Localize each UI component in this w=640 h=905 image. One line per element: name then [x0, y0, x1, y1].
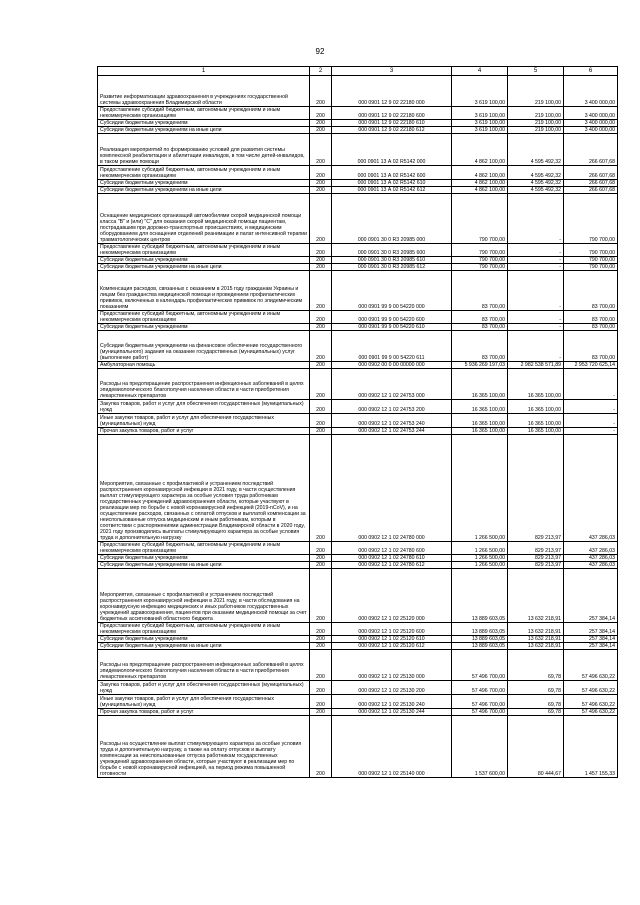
row-code: 200 — [310, 244, 332, 257]
row-name: Иные закупки товаров, работ и услуг для обеспечения государственных (муниципальных) нужд — [98, 695, 310, 709]
row-csr: 000 0902 12 1 02 24780 612 — [332, 562, 452, 569]
table-row — [98, 643, 618, 650]
row-value-col5: 219 100,00 — [508, 76, 564, 107]
row-csr: 000 0901 30 0 R3 20985 000 — [332, 194, 452, 244]
row-value-col6: - — [564, 428, 618, 435]
row-csr: 000 0901 12 9 02 22180 000 — [332, 76, 452, 107]
row-value-col5: 829 213,97 — [508, 542, 564, 555]
row-name: Оснащение медицинских организаций автомобилями скорой медицинской помощи класса "В" и (или) "С" для оказания скорой медицинской помощи пациентам, пострадавшим при дорожно-транспортных происшествиях, и медицинским оборудованием для оснащения отделений реанимации и палат интенсивной терапии травматологических центров — [98, 194, 310, 244]
header-col-4: 4 — [452, 67, 508, 76]
row-csr: 000 0901 13 А 02 R5142 612 — [332, 187, 452, 194]
budget-table — [97, 66, 618, 778]
row-code: 200 — [310, 623, 332, 636]
table-row — [98, 400, 618, 414]
row-value-col6: 57 496 630,22 — [564, 709, 618, 716]
table-row — [98, 76, 618, 107]
row-value-col6: 437 286,03 — [564, 435, 618, 542]
row-value-col6: 437 286,03 — [564, 542, 618, 555]
row-value-col6: 57 496 630,22 — [564, 681, 618, 695]
row-name: Субсидии бюджетным учреждениям — [98, 636, 310, 643]
row-value-col4: 57 496 700,00 — [452, 681, 508, 695]
table-row — [98, 562, 618, 569]
row-name: Субсидии бюджетным учреждениям на иные цели — [98, 187, 310, 194]
row-value-col5: 80 444,67 — [508, 716, 564, 778]
row-name: Предоставление субсидий бюджетным, автономным учреждениям и иным некоммерческим организациям — [98, 623, 310, 636]
row-csr: 000 0901 13 А 02 R5142 000 — [332, 134, 452, 166]
row-value-col4: 790 700,00 — [452, 264, 508, 271]
row-value-col4: 13 889 603,05 — [452, 643, 508, 650]
row-value-col6: - — [564, 414, 618, 428]
table-row — [98, 244, 618, 257]
row-value-col5: 69,78 — [508, 650, 564, 681]
row-value-col5: - — [508, 194, 564, 244]
row-value-col6: 266 607,68 — [564, 180, 618, 187]
row-value-col4: 13 889 603,05 — [452, 636, 508, 643]
row-csr: 000 0901 13 А 02 R5142 610 — [332, 180, 452, 187]
row-csr: 000 0902 12 1 02 24780 000 — [332, 435, 452, 542]
row-name: Реализация мероприятий по формированию условий для развития системы комплексной реабилитации и абилитации инвалидов, в том числе детей-инвалидов, в таком режиме помощи — [98, 134, 310, 166]
table-row — [98, 107, 618, 120]
row-code: 200 — [310, 107, 332, 120]
table-row — [98, 569, 618, 623]
row-code: 200 — [310, 709, 332, 716]
row-name: Иные закупки товаров, работ и услуг для обеспечения государственных (муниципальных) нужд — [98, 414, 310, 428]
row-name: Субсидии бюджетным учреждениям на финансовое обеспечение государственного (муниципального) задания на оказание государственных (муниципальных) услуг (выполнение работ) — [98, 331, 310, 362]
row-value-col4: 5 936 269 197,03 — [452, 362, 508, 369]
row-value-col4: 1 266 500,00 — [452, 562, 508, 569]
row-value-col5: 16 365 100,00 — [508, 414, 564, 428]
row-value-col4: 790 700,00 — [452, 194, 508, 244]
table-row — [98, 331, 618, 362]
row-value-col6: 790 700,00 — [564, 194, 618, 244]
row-code: 200 — [310, 400, 332, 414]
row-code: 200 — [310, 369, 332, 400]
row-value-col5: - — [508, 264, 564, 271]
row-name: Субсидии бюджетным учреждениям на иные цели — [98, 562, 310, 569]
row-value-col4: 1 266 500,00 — [452, 542, 508, 555]
row-value-col5: - — [508, 257, 564, 264]
row-value-col4: 57 496 700,00 — [452, 650, 508, 681]
row-value-col4: 3 619 100,00 — [452, 127, 508, 134]
row-value-col5: 829 213,97 — [508, 555, 564, 562]
row-code: 200 — [310, 414, 332, 428]
row-csr: 000 0902 12 1 02 24753 244 — [332, 428, 452, 435]
table-row — [98, 362, 618, 369]
table-row — [98, 681, 618, 695]
row-csr: 000 0902 12 1 02 25120 600 — [332, 623, 452, 636]
row-value-col6: 257 384,14 — [564, 643, 618, 650]
row-name: Расходы на предотвращение распространения инфекционных заболеваний в целях эпидемиологического благополучия населения области в части приобретения лекарственных препаратов — [98, 650, 310, 681]
row-csr: 000 0902 12 1 02 25130 240 — [332, 695, 452, 709]
row-value-col4: 4 862 100,00 — [452, 166, 508, 180]
row-csr: 000 0902 12 1 02 25130 244 — [332, 709, 452, 716]
row-csr: 000 0902 00 0 00 00000 000 — [332, 362, 452, 369]
row-value-col6: - — [564, 400, 618, 414]
row-value-col6: 57 496 630,22 — [564, 650, 618, 681]
row-value-col4: 3 619 100,00 — [452, 120, 508, 127]
row-csr: 000 0902 12 1 02 25140 000 — [332, 716, 452, 778]
header-col-2: 2 — [310, 67, 332, 76]
table-row — [98, 264, 618, 271]
table-row — [98, 311, 618, 324]
row-csr: 000 0901 12 9 02 22180 612 — [332, 127, 452, 134]
header-col-6: 6 — [564, 67, 618, 76]
row-value-col5: 13 632 218,91 — [508, 636, 564, 643]
header-row — [98, 67, 618, 76]
row-code: 200 — [310, 166, 332, 180]
row-value-col4: 16 365 100,00 — [452, 428, 508, 435]
row-code: 200 — [310, 187, 332, 194]
table-row — [98, 324, 618, 331]
row-value-col5: 219 100,00 — [508, 120, 564, 127]
row-code: 200 — [310, 428, 332, 435]
row-value-col4: 1 266 500,00 — [452, 555, 508, 562]
row-value-col5: 13 632 218,91 — [508, 623, 564, 636]
row-value-col5: 4 595 492,32 — [508, 166, 564, 180]
row-code: 200 — [310, 636, 332, 643]
row-csr: 000 0902 12 1 02 25130 000 — [332, 650, 452, 681]
row-code: 200 — [310, 180, 332, 187]
row-csr: 000 0902 12 1 02 24753 240 — [332, 414, 452, 428]
row-value-col5: 13 632 218,91 — [508, 643, 564, 650]
row-value-col6: 257 384,14 — [564, 569, 618, 623]
row-value-col5: 219 100,00 — [508, 107, 564, 120]
row-value-col5: 4 595 492,32 — [508, 187, 564, 194]
row-name: Амбулаторная помощь — [98, 362, 310, 369]
row-code: 200 — [310, 76, 332, 107]
row-code: 200 — [310, 542, 332, 555]
row-value-col5: 16 365 100,00 — [508, 369, 564, 400]
table-row — [98, 650, 618, 681]
row-name: Субсидии бюджетным учреждениям — [98, 555, 310, 562]
row-value-col6: 83 700,00 — [564, 271, 618, 311]
table-row — [98, 194, 618, 244]
row-code: 200 — [310, 311, 332, 324]
row-value-col4: 83 700,00 — [452, 271, 508, 311]
row-value-col6: 3 400 000,00 — [564, 120, 618, 127]
table-row — [98, 428, 618, 435]
row-value-col6: 437 286,03 — [564, 555, 618, 562]
row-value-col4: 83 700,00 — [452, 331, 508, 362]
table-row — [98, 435, 618, 542]
row-value-col5: - — [508, 244, 564, 257]
row-name: Мероприятия, связанные с профилактикой и устранением последствий распространения коронавирусной инфекции в 2021 году, в части осуществления выплат стимулирующего характера за особые условия труда работникам государственных учреждений здравоохранения области, которые участвуют в реализации мер по борьбе с новой коронавирусной инфекцией (2019-nCoV), и на осуществление расходов, связанных с оплатой отпусков и выплатой компенсации за неиспользованные отпуска медицинским и иным работникам, которым в соответствии с распоряжениями администрации Владимирской области в 2020 году, 2021 году производились выплаты стимулирующего характера за особые условия труда и дополнительную нагрузку — [98, 435, 310, 542]
row-value-col4: 4 862 100,00 — [452, 134, 508, 166]
row-name: Субсидии бюджетным учреждениям — [98, 180, 310, 187]
row-name: Предоставление субсидий бюджетным, автономным учреждениям и иным некоммерческим организациям — [98, 244, 310, 257]
row-value-col5: 829 213,97 — [508, 435, 564, 542]
row-name: Закупка товаров, работ и услуг для обеспечения государственных (муниципальных) нужд — [98, 681, 310, 695]
row-value-col6: 1 457 155,33 — [564, 716, 618, 778]
row-value-col5: 69,78 — [508, 681, 564, 695]
row-csr: 000 0901 99 9 00 54220 600 — [332, 311, 452, 324]
row-value-col4: 57 496 700,00 — [452, 709, 508, 716]
row-value-col5: 4 595 492,32 — [508, 134, 564, 166]
row-value-col5: 16 365 100,00 — [508, 400, 564, 414]
row-name: Субсидии бюджетным учреждениям — [98, 324, 310, 331]
row-name: Закупка товаров, работ и услуг для обеспечения государственных (муниципальных) нужд — [98, 400, 310, 414]
row-csr: 000 0902 12 1 02 25120 612 — [332, 643, 452, 650]
row-code: 200 — [310, 331, 332, 362]
row-value-col6: 790 700,00 — [564, 264, 618, 271]
row-csr: 000 0901 30 0 R3 20985 612 — [332, 264, 452, 271]
row-code: 200 — [310, 435, 332, 542]
row-value-col5: 69,78 — [508, 709, 564, 716]
row-name: Субсидии бюджетным учреждениям — [98, 257, 310, 264]
row-value-col5: 829 213,97 — [508, 562, 564, 569]
table-row — [98, 555, 618, 562]
row-value-col6: 266 607,68 — [564, 187, 618, 194]
row-code: 200 — [310, 562, 332, 569]
table-row — [98, 257, 618, 264]
row-value-col6: 437 286,03 — [564, 562, 618, 569]
row-value-col4: 4 862 100,00 — [452, 180, 508, 187]
table-row — [98, 695, 618, 709]
row-value-col6: 57 496 630,22 — [564, 695, 618, 709]
row-csr: 000 0901 30 0 R3 20985 610 — [332, 257, 452, 264]
row-code: 200 — [310, 555, 332, 562]
row-value-col4: 16 365 100,00 — [452, 414, 508, 428]
table-row — [98, 716, 618, 778]
page-number: 92 — [315, 47, 325, 56]
table-row — [98, 414, 618, 428]
row-value-col4: 4 862 100,00 — [452, 187, 508, 194]
row-csr: 000 0901 12 9 02 22180 600 — [332, 107, 452, 120]
row-csr: 000 0902 12 1 02 24780 610 — [332, 555, 452, 562]
row-code: 200 — [310, 695, 332, 709]
table-row — [98, 120, 618, 127]
row-code: 200 — [310, 716, 332, 778]
row-code: 200 — [310, 264, 332, 271]
row-name: Предоставление субсидий бюджетным, автономным учреждениям и иным некоммерческим организациям — [98, 311, 310, 324]
row-value-col4: 3 619 100,00 — [452, 107, 508, 120]
table-row — [98, 369, 618, 400]
row-name: Прочая закупка товаров, работ и услуг — [98, 709, 310, 716]
row-code: 200 — [310, 362, 332, 369]
row-name: Субсидии бюджетным учреждениям на иные цели — [98, 643, 310, 650]
row-csr: 000 0901 99 9 00 54220 610 — [332, 324, 452, 331]
row-code: 200 — [310, 120, 332, 127]
row-name: Компенсация расходов, связанных с оказанием в 2015 году гражданам Украины и лицам без гражданства медицинской помощи и проведением профилактических прививок, включенных в календарь профилактических прививок по эпидемическим показаниям — [98, 271, 310, 311]
table-row — [98, 542, 618, 555]
row-value-col4: 16 365 100,00 — [452, 400, 508, 414]
row-csr: 000 0902 12 1 02 25120 000 — [332, 569, 452, 623]
row-value-col6: 266 607,68 — [564, 166, 618, 180]
table-row — [98, 187, 618, 194]
row-value-col4: 1 266 500,00 — [452, 435, 508, 542]
row-csr: 000 0902 12 1 02 24753 000 — [332, 369, 452, 400]
row-value-col5: 16 365 100,00 — [508, 428, 564, 435]
row-code: 200 — [310, 271, 332, 311]
row-name: Предоставление субсидий бюджетным, автономным учреждениям и иным некоммерческим организациям — [98, 107, 310, 120]
row-name: Субсидии бюджетным учреждениям на иные цели — [98, 264, 310, 271]
row-code: 200 — [310, 681, 332, 695]
row-code: 200 — [310, 650, 332, 681]
table-row — [98, 127, 618, 134]
row-value-col4: 3 619 100,00 — [452, 76, 508, 107]
row-value-col4: 83 700,00 — [452, 311, 508, 324]
row-name: Расходы на предотвращение распространения инфекционных заболеваний в целях эпидемиологического благополучия населения области в части приобретения лекарственных препаратов — [98, 369, 310, 400]
row-value-col4: 57 496 700,00 — [452, 695, 508, 709]
row-code: 200 — [310, 324, 332, 331]
row-value-col4: 16 365 100,00 — [452, 369, 508, 400]
table-row — [98, 636, 618, 643]
row-value-col6: 266 607,68 — [564, 134, 618, 166]
row-value-col5: - — [508, 311, 564, 324]
row-value-col5: - — [508, 271, 564, 311]
row-value-col4: 790 700,00 — [452, 244, 508, 257]
row-code: 200 — [310, 134, 332, 166]
row-csr: 000 0901 30 0 R3 20985 600 — [332, 244, 452, 257]
table-header — [98, 67, 618, 76]
row-code: 200 — [310, 257, 332, 264]
row-value-col4: 13 889 603,05 — [452, 569, 508, 623]
row-csr: 000 0902 12 1 02 25120 610 — [332, 636, 452, 643]
header-col-1: 1 — [98, 67, 310, 76]
row-name: Предоставление субсидий бюджетным, автономным учреждениям и иным некоммерческим организациям — [98, 166, 310, 180]
row-csr: 000 0902 12 1 02 24780 600 — [332, 542, 452, 555]
table-row — [98, 134, 618, 166]
table-body — [98, 76, 618, 778]
row-value-col6: 83 700,00 — [564, 324, 618, 331]
row-csr: 000 0901 99 9 00 54220 000 — [332, 271, 452, 311]
row-value-col6: 790 700,00 — [564, 244, 618, 257]
row-value-col6: 790 700,00 — [564, 257, 618, 264]
row-csr: 000 0901 13 А 02 R5142 600 — [332, 166, 452, 180]
row-csr: 000 0902 12 1 02 25130 200 — [332, 681, 452, 695]
row-value-col5: - — [508, 331, 564, 362]
row-value-col6: 83 700,00 — [564, 331, 618, 362]
row-name: Субсидии бюджетным учреждениям на иные цели — [98, 127, 310, 134]
row-value-col4: 790 700,00 — [452, 257, 508, 264]
row-value-col4: 1 537 600,00 — [452, 716, 508, 778]
row-name: Развитие информатизации здравоохранения в учреждениях государственной системы здравоохранения Владимирской области — [98, 76, 310, 107]
table-row — [98, 166, 618, 180]
row-code: 200 — [310, 127, 332, 134]
row-value-col5: 13 632 218,91 — [508, 569, 564, 623]
header-col-3: 3 — [332, 67, 452, 76]
table-row — [98, 271, 618, 311]
header-col-5: 5 — [508, 67, 564, 76]
row-value-col4: 83 700,00 — [452, 324, 508, 331]
row-value-col6: 2 953 720 625,14 — [564, 362, 618, 369]
table-row — [98, 180, 618, 187]
row-value-col6: 257 384,14 — [564, 623, 618, 636]
row-value-col4: 13 889 603,05 — [452, 623, 508, 636]
row-code: 200 — [310, 194, 332, 244]
row-code: 200 — [310, 569, 332, 623]
row-name: Мероприятия, связанные с профилактикой и устранением последствий распространения коронавирусной инфекции в 2021 году, в части обследования на коронавирусную инфекцию медицинских и иных работников государственных учреждений здравоохранения, пациентов при оказании медицинской помощи за счет бюджетных ассигнований областного бюджета — [98, 569, 310, 623]
row-name: Субсидии бюджетным учреждениям — [98, 120, 310, 127]
row-value-col6: - — [564, 369, 618, 400]
row-name: Предоставление субсидий бюджетным, автономным учреждениям и иным некоммерческим организациям — [98, 542, 310, 555]
row-csr: 000 0902 12 1 02 24753 200 — [332, 400, 452, 414]
row-value-col5: 69,78 — [508, 695, 564, 709]
row-value-col6: 3 400 000,00 — [564, 76, 618, 107]
row-value-col5: 2 982 538 571,89 — [508, 362, 564, 369]
row-code: 200 — [310, 643, 332, 650]
row-name: Расходы на осуществление выплат стимулирующего характера за особые условия труда и дополнительную нагрузку, а также на оплату отпусков и выплату компенсации за неиспользованные отпуска работникам государственных учреждений здравоохранения области, которые участвуют в реализации мер по борьбе с новой коронавирусной инфекцией, на период режима повышенной готовности — [98, 716, 310, 778]
row-name: Прочая закупка товаров, работ и услуг — [98, 428, 310, 435]
row-value-col6: 257 384,14 — [564, 636, 618, 643]
row-csr: 000 0901 12 9 02 22180 610 — [332, 120, 452, 127]
row-value-col6: 3 400 000,00 — [564, 107, 618, 120]
row-value-col6: 83 700,00 — [564, 311, 618, 324]
row-value-col6: 3 400 000,00 — [564, 127, 618, 134]
row-value-col5: - — [508, 324, 564, 331]
table-row — [98, 623, 618, 636]
table-row — [98, 709, 618, 716]
row-csr: 000 0901 99 9 00 54220 611 — [332, 331, 452, 362]
row-value-col5: 219 100,00 — [508, 127, 564, 134]
row-value-col5: 4 595 492,32 — [508, 180, 564, 187]
